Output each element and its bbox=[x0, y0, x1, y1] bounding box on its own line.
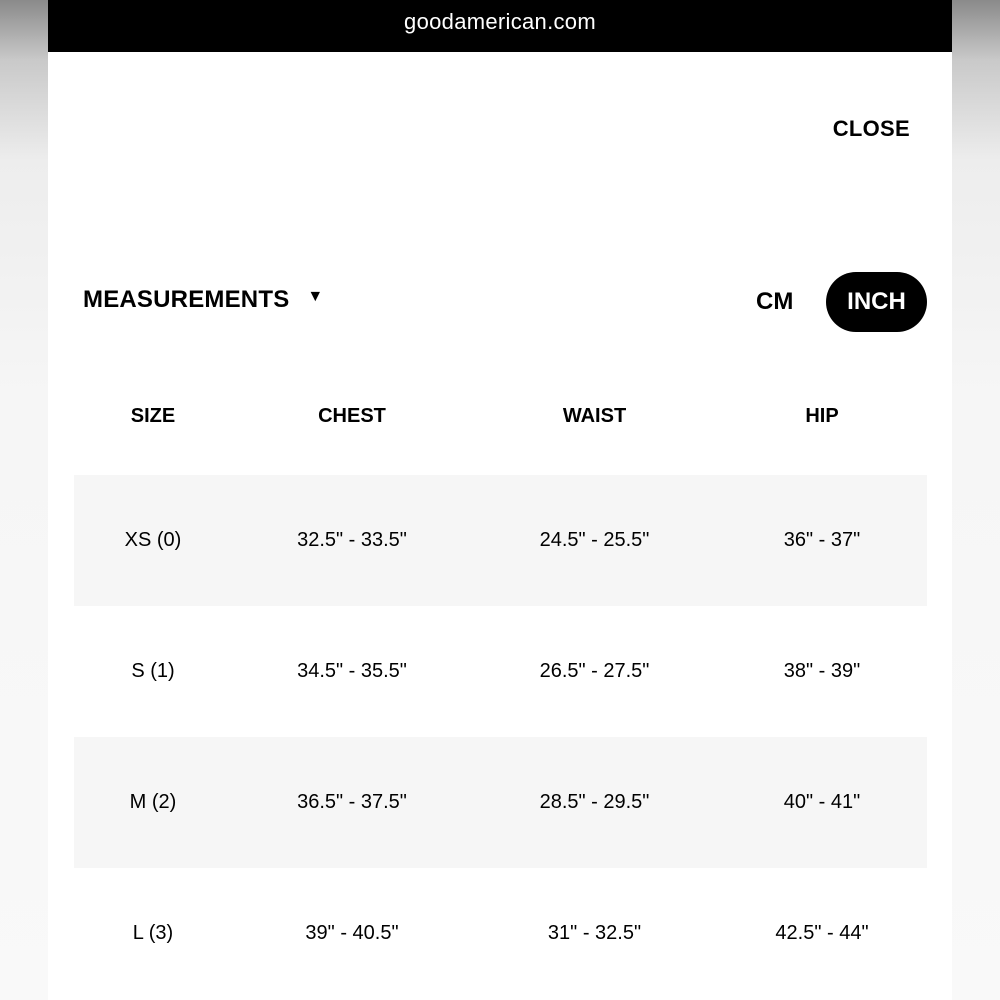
header-size: SIZE bbox=[130, 404, 176, 427]
measurements-label: MEASUREMENTS bbox=[83, 286, 290, 313]
unit-toggle-inch[interactable]: INCH bbox=[826, 272, 927, 332]
cell-hip: 38" - 39" bbox=[783, 660, 861, 682]
table-header-row bbox=[74, 357, 927, 475]
cell-chest: 32.5" - 33.5" bbox=[232, 475, 472, 606]
table-row bbox=[74, 737, 927, 868]
cell-waist: 28.5" - 29.5" bbox=[472, 737, 717, 868]
header-chest: CHEST bbox=[318, 404, 386, 427]
cell-size: M (2) bbox=[74, 737, 232, 868]
browser-url-bar[interactable] bbox=[48, 0, 952, 52]
unit-toggle-cm[interactable]: CM bbox=[756, 288, 794, 315]
header-waist: WAIST bbox=[562, 404, 627, 427]
table-row bbox=[74, 475, 927, 606]
cell-chest: 39" - 40.5" bbox=[305, 922, 399, 944]
cell-hip: 42.5" - 44" bbox=[775, 922, 869, 944]
table-row bbox=[74, 868, 927, 999]
cell-hip: 40" - 41" bbox=[717, 737, 927, 868]
header-hip: HIP bbox=[805, 404, 839, 427]
cell-hip: 36" - 37" bbox=[717, 475, 927, 606]
url-text: goodamerican.com bbox=[404, 9, 596, 34]
size-guide-modal bbox=[48, 52, 952, 1000]
measurements-dropdown[interactable] bbox=[83, 286, 323, 314]
size-table bbox=[74, 357, 927, 999]
caret-down-icon: ▼ bbox=[307, 288, 324, 305]
table-row bbox=[74, 606, 927, 737]
cell-size: XS (0) bbox=[74, 475, 232, 606]
close-button[interactable]: CLOSE bbox=[832, 116, 910, 141]
measurement-controls bbox=[48, 272, 952, 332]
cell-waist: 31" - 32.5" bbox=[547, 922, 642, 944]
cell-chest: 36.5" - 37.5" bbox=[232, 737, 472, 868]
cell-chest: 34.5" - 35.5" bbox=[297, 660, 407, 682]
cell-size: S (1) bbox=[131, 660, 175, 682]
cell-size: L (3) bbox=[132, 922, 174, 944]
cell-waist: 26.5" - 27.5" bbox=[539, 660, 650, 682]
cell-waist: 24.5" - 25.5" bbox=[472, 475, 717, 606]
